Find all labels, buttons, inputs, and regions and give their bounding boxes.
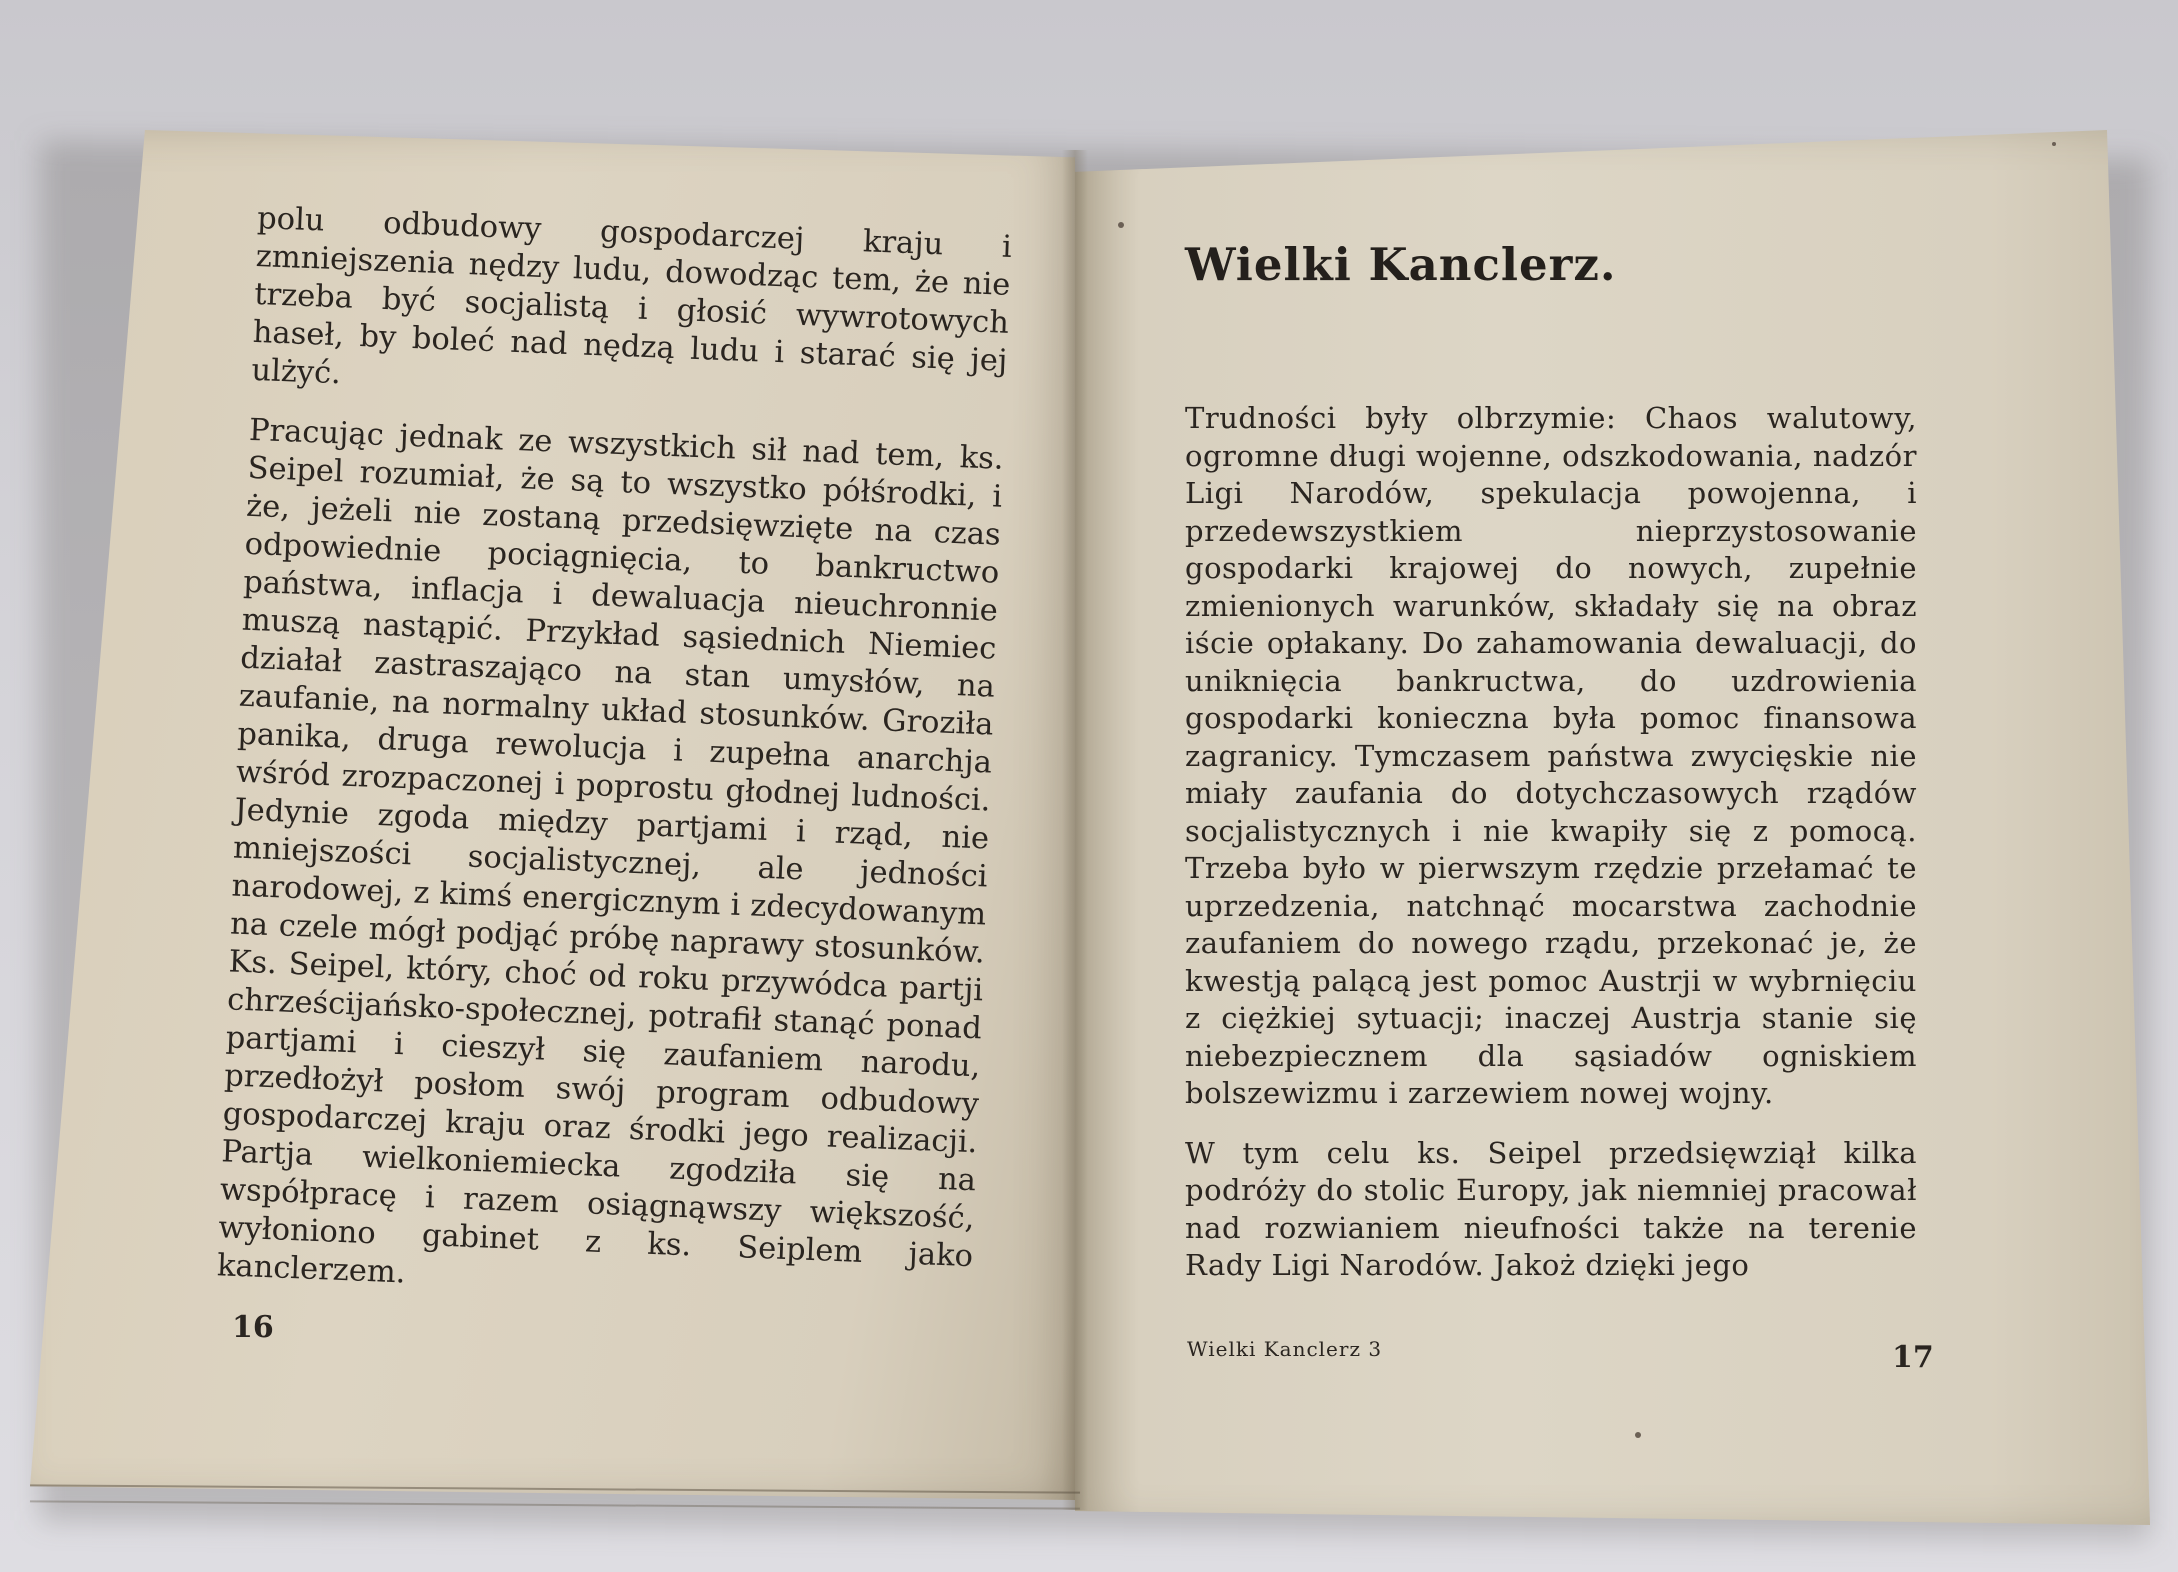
right-paragraph-1: Trudności były olbrzymie: Chaos walutowy, ogromne długi wojenne, odszkodowania, nadzór Ligi Narodów, spekulacja powojenna, i przedewszystkiem nieprzystosowanie gospodarki krajowej do nowych, zupełnie zmienionych warunków, składały się na obraz iście opłakany. Do zahamowania dewaluacji, do uniknięcia bankructwa, do uzdrowienia gospodarki konieczna była pomoc finansowa zagranicy. Tymczasem państwa zwycięskie nie miały zaufania do dotychczasowych rządów socjalistycznych i nie kwapiły się z pomocą. Trzeba było w pierwszym rzędzie przełamać te uprzedzenia, natchnąć mocarstwa zachodnie zaufaniem do nowego rządu, przekonać je, że kwestją palącą jest pomoc Austrji w wybrnięciu z ciężkiej sytuacji; inaczej Austrja stanie się niebezpiecznem dla sąsiadów ogniskiem bolszewizmu i zarzewiem nowej wojny. — [1185, 401, 1917, 1110]
paper-speck — [1635, 1432, 1641, 1438]
left-paragraph-1: polu odbudowy gospodarczej kraju i zmniejszenia nędzy ludu, dowodząc tem, że nie trzeba być socjalistą i głosić wywrotowych haseł, by boleć nad nędzą ludu i starać się jej ulżyć. — [250, 200, 1013, 392]
running-footer: Wielki Kanclerz 3 — [1187, 1337, 1383, 1361]
book-gutter — [1062, 150, 1088, 1510]
right-page-number: 17 — [1892, 1340, 1934, 1375]
chapter-title: Wielki Kanclerz. — [1185, 238, 1617, 291]
paper-speck — [1118, 222, 1124, 228]
right-paragraph-2: W tym celu ks. Seipel przedsięwziął kilka podróży do stolic Europy, jak niemniej pracował nad rozwianiem nieufności także na terenie Rady Ligi Narodów. Jakoż dzięki jego — [1185, 1135, 1917, 1282]
left-page-text — [215, 200, 1012, 1336]
left-page-number: 16 — [232, 1310, 274, 1345]
left-paragraph-2: Pracując jednak ze wszystkich sił nad tem, ks. Seipel rozumiał, że są to wszystko półśrodki, i że, jeżeli nie zostaną przedsięwzięte na czas odpowiednie pociągnięcia, to bankructwo państwa, inflacja i dewaluacja nieuchronnie muszą nastąpić. Przykład sąsiednich Niemiec działał zastraszająco na stan umysłów, na zaufanie, na normalny układ stosunków. Groziła panika, druga rewolucja i zupełna anarchja wśród zrozpaczonej i poprostu głodnej ludności. Jedynie zgoda między partjami i rząd, nie mniejszości socjalistycznej, ale jedności narodowej, z kimś energicznym i zdecydowanym na czele mógł podjąć próbę naprawy stosunków. Ks. Seipel, który, choć od roku przywódca partji chrześcijańsko-społecznej, potrafił stanąć ponad partjami i cieszył się zaufaniem narodu, przedłożył posłom swój program odbudowy gospodarczej kraju oraz środki jego realizacji. Partja wielkoniemiecka zgodziła się na współpracę i razem osiągnąwszy większość, wyłoniono gabinet z ks. Seiplem jako kanclerzem. — [216, 412, 1005, 1291]
paper-speck — [2052, 142, 2056, 146]
right-page-text — [1185, 400, 1917, 1307]
